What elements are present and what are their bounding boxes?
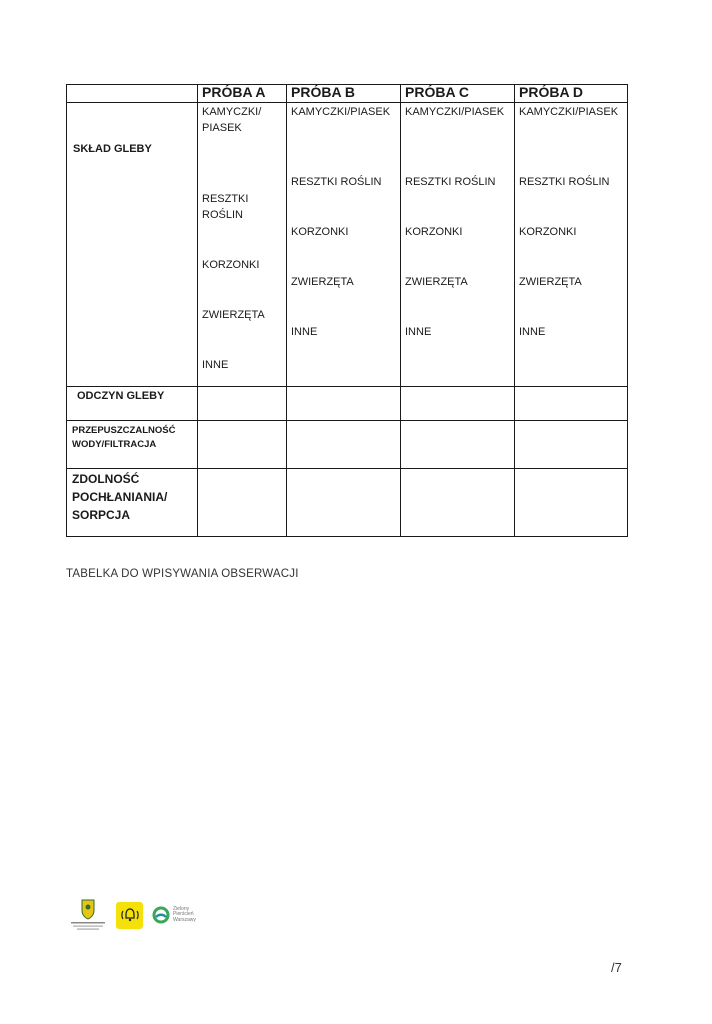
header-sample-a: PRÓBA A [198, 85, 287, 103]
item-d-0: KAMYCZKI/PIASEK [519, 106, 619, 118]
green-ring-logo [152, 906, 196, 924]
cell-composition-d [515, 103, 628, 387]
cell-reaction-b[interactable] [287, 387, 401, 421]
sorption-line-3: SORPCJA [72, 508, 131, 522]
item-b-4: INNE [291, 326, 318, 338]
ring-icon [152, 906, 170, 924]
item-d-1: RESZTKI ROŚLIN [519, 176, 610, 188]
yellow-badge-logo [116, 902, 143, 929]
item-b-2: KORZONKI [291, 226, 349, 238]
row-label-sorption [67, 469, 198, 537]
permeability-line-1: PRZEPUSZCZALNOŚĆ [72, 425, 176, 436]
row-sorption [67, 469, 628, 537]
cell-composition-c [401, 103, 515, 387]
row-composition [67, 103, 628, 387]
item-c-0: KAMYCZKI/PIASEK [405, 106, 505, 118]
cell-permeability-b[interactable] [287, 421, 401, 469]
observation-table [66, 84, 628, 537]
cell-sorption-a[interactable] [198, 469, 287, 537]
item-a-2: RESZTKI [202, 193, 249, 205]
header-empty [67, 85, 198, 103]
header-sample-b: PRÓBA B [287, 85, 401, 103]
item-a-6: INNE [202, 359, 229, 371]
cell-reaction-c[interactable] [401, 387, 515, 421]
header-row [67, 85, 628, 103]
item-c-4: INNE [405, 326, 432, 338]
cell-sorption-d[interactable] [515, 469, 628, 537]
logo-text-3: Warszawy [173, 916, 196, 923]
logo-text-2: Pierścień [173, 911, 194, 918]
cell-composition-b [287, 103, 401, 387]
item-c-1: RESZTKI ROŚLIN [405, 176, 496, 188]
sorption-line-1: ZDOLNOŚĆ [72, 472, 140, 486]
cell-permeability-d[interactable] [515, 421, 628, 469]
row-label-reaction: ODCZYN GLEBY [67, 387, 198, 421]
item-a-4: KORZONKI [202, 259, 260, 271]
row-permeability [67, 421, 628, 469]
cell-permeability-c[interactable] [401, 421, 515, 469]
cell-permeability-a[interactable] [198, 421, 287, 469]
item-b-0: KAMYCZKI/PIASEK [291, 106, 391, 118]
item-a-3: ROŚLIN [202, 209, 243, 221]
page-number: /7 [611, 960, 622, 975]
bell-icon [120, 907, 140, 923]
cell-sorption-c[interactable] [401, 469, 515, 537]
crest-icon [68, 898, 108, 932]
permeability-line-2: WODY/FILTRACJA [72, 439, 157, 450]
table-caption: TABELKA DO WPISYWANIA OBSERWACJI [66, 568, 299, 580]
cell-reaction-a[interactable] [198, 387, 287, 421]
row-label-permeability [67, 421, 198, 469]
cell-sorption-b[interactable] [287, 469, 401, 537]
row-label-composition: SKŁAD GLEBY [67, 103, 198, 387]
municipality-crest-logo [68, 898, 108, 932]
item-b-3: ZWIERZĘTA [291, 276, 354, 288]
item-c-3: ZWIERZĘTA [405, 276, 468, 288]
item-c-2: KORZONKI [405, 226, 463, 238]
sponsor-logos [68, 898, 196, 932]
header-sample-c: PRÓBA C [401, 85, 515, 103]
header-sample-d: PRÓBA D [515, 85, 628, 103]
logo-text-1: Zielony [173, 905, 190, 912]
item-d-2: KORZONKI [519, 226, 577, 238]
cell-composition-a [198, 103, 287, 387]
item-a-5: ZWIERZĘTA [202, 309, 265, 321]
row-reaction [67, 387, 628, 421]
cell-reaction-d[interactable] [515, 387, 628, 421]
item-a-1: PIASEK [202, 122, 242, 134]
item-a-0: KAMYCZKI/ [202, 106, 262, 118]
item-b-1: RESZTKI ROŚLIN [291, 176, 382, 188]
item-d-4: INNE [519, 326, 546, 338]
sorption-line-2: POCHŁANIANIA/ [72, 490, 168, 504]
item-d-3: ZWIERZĘTA [519, 276, 582, 288]
